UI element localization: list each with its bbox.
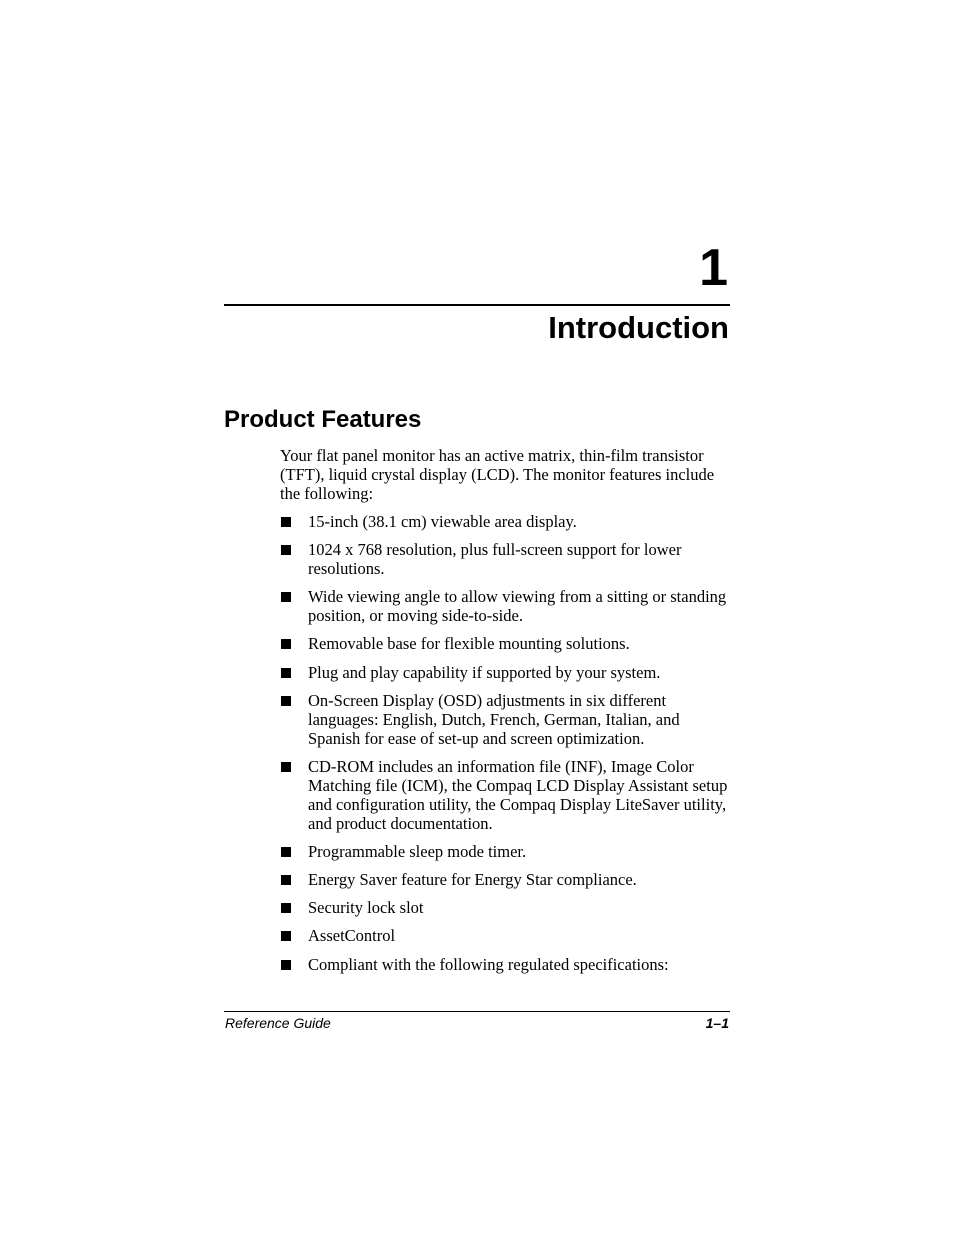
- chapter-rule: [224, 304, 730, 306]
- feature-text: Programmable sleep mode timer.: [308, 841, 527, 861]
- square-bullet-icon: [281, 931, 291, 941]
- feature-text: Removable base for flexible mounting solutions.: [308, 634, 630, 654]
- feature-list: [280, 513, 732, 984]
- feature-item: [280, 588, 732, 626]
- feature-text: Wide viewing angle to allow viewing from a sitting or standing position, or moving side-to-side.: [308, 587, 727, 626]
- intro-paragraph: Your flat panel monitor has an active matrix, thin-film transistor (TFT), liquid crystal display (LCD). The monitor features include the following:: [280, 446, 715, 503]
- footer-rule: [224, 1011, 730, 1012]
- footer-guide-title: Reference Guide: [225, 1015, 331, 1031]
- feature-text: CD-ROM includes an information file (INF), Image Color Matching file (ICM), the Compaq LCD Display Assistant setup and configuration utility, the Compaq Display LiteSaver utility, and product documentation.: [308, 756, 728, 833]
- square-bullet-icon: [281, 960, 291, 970]
- square-bullet-icon: [281, 545, 291, 555]
- feature-item: [280, 635, 732, 654]
- chapter-number: 1: [699, 239, 728, 297]
- feature-item: [280, 871, 732, 890]
- feature-item: [280, 927, 732, 946]
- square-bullet-icon: [281, 668, 291, 678]
- feature-text: Security lock slot: [308, 898, 424, 918]
- feature-text: Plug and play capability if supported by your system.: [308, 662, 661, 682]
- feature-text: Energy Saver feature for Energy Star compliance.: [308, 869, 637, 889]
- square-bullet-icon: [281, 762, 291, 772]
- feature-text: 1024 x 768 resolution, plus full-screen support for lower resolutions.: [308, 540, 682, 579]
- section-heading: Product Features: [224, 406, 422, 433]
- square-bullet-icon: [281, 903, 291, 913]
- page-number: 1–1: [705, 1015, 729, 1031]
- square-bullet-icon: [281, 847, 291, 857]
- feature-text: AssetControl: [308, 926, 396, 946]
- feature-item: [280, 541, 732, 579]
- feature-item: [280, 692, 732, 749]
- square-bullet-icon: [281, 517, 291, 527]
- square-bullet-icon: [281, 696, 291, 706]
- square-bullet-icon: [281, 592, 291, 602]
- feature-text: Compliant with the following regulated specifications:: [308, 954, 669, 974]
- feature-item: [280, 758, 732, 834]
- feature-item: [280, 956, 732, 975]
- feature-item: [280, 664, 732, 683]
- feature-item: [280, 843, 732, 862]
- feature-text: On-Screen Display (OSD) adjustments in six different languages: English, Dutch, French, German, Italian, and Spanish for ease of set-up and screen optimization.: [308, 690, 680, 748]
- feature-item: [280, 899, 732, 918]
- square-bullet-icon: [281, 639, 291, 649]
- feature-text: 15-inch (38.1 cm) viewable area display.: [308, 512, 577, 531]
- feature-item: [280, 513, 732, 532]
- square-bullet-icon: [281, 875, 291, 885]
- chapter-title: Introduction: [548, 310, 729, 345]
